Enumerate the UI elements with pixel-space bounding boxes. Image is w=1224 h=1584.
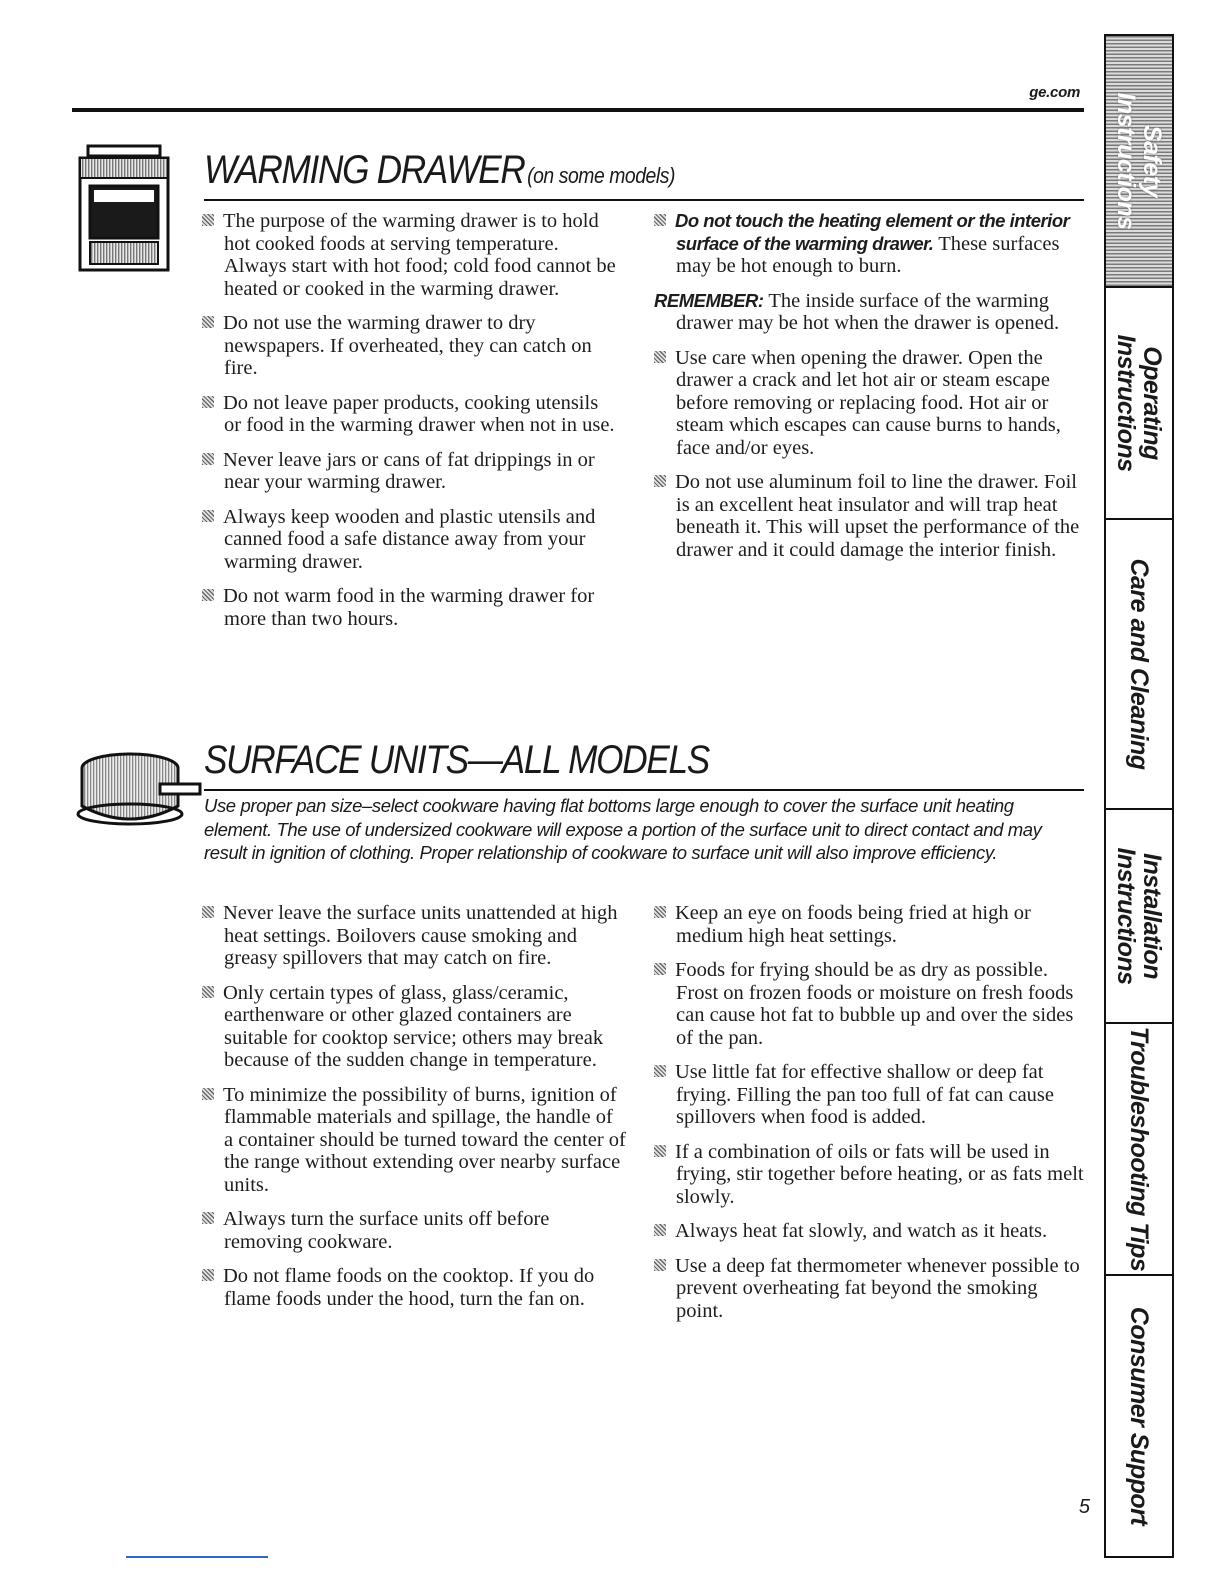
header-rule <box>72 108 1084 112</box>
list-item: Always heat fat slowly, and watch as it heats. <box>654 1220 1084 1243</box>
bullet-icon <box>654 1145 666 1157</box>
list-item: Never leave the surface units unattended at high heat settings. Boilovers cause smoking and greasy spillovers that may catch on fire. <box>202 902 626 970</box>
bullet-icon <box>202 453 214 465</box>
heating-element-warning: Do not touch the heating element or the interior surface of the warming drawer. <box>675 210 1070 254</box>
warming-drawer-right-column <box>654 210 1084 573</box>
bullet-icon <box>202 589 214 601</box>
warming-drawer-title-sub: (on some models) <box>527 163 676 188</box>
bullet-icon <box>202 986 214 998</box>
bottom-divider <box>126 1556 268 1558</box>
bullet-icon <box>202 1088 214 1100</box>
tab-troubleshooting-tips[interactable]: Troubleshooting Tips <box>1106 1024 1172 1276</box>
section-tabs-sidebar <box>1104 34 1174 1558</box>
bullet-icon <box>654 1224 666 1236</box>
surface-units-title: SURFACE UNITS—ALL MODELS <box>204 738 709 782</box>
list-item: Do not use aluminum foil to line the drawer. Foil is an excellent heat insulator and will trap heat beneath it. This will upset the performance of the drawer and it could damage the interior finish. <box>654 471 1084 561</box>
remember-label: REMEMBER: <box>654 289 764 311</box>
bullet-icon <box>202 396 214 408</box>
list-item: Use little fat for effective shallow or deep fat frying. Filling the pan too full of fat can cause spillovers when food is added. <box>654 1061 1084 1129</box>
list-item: Do not flame foods on the cooktop. If you do flame foods under the hood, turn the fan on. <box>202 1265 626 1310</box>
list-item: The purpose of the warming drawer is to hold hot cooked foods at serving temperature. Always start with hot food; cold food cannot be heated or cooked in the warming drawer. <box>202 210 618 300</box>
bullet-icon <box>654 1259 666 1271</box>
bullet-icon <box>202 316 214 328</box>
bullet-icon <box>654 906 666 918</box>
list-item: Keep an eye on foods being fried at high or medium high heat settings. <box>654 902 1084 947</box>
warming-drawer-title <box>204 148 675 193</box>
list-item: If a combination of oils or fats will be used in frying, stir together before heating, or as fats melt slowly. <box>654 1141 1084 1209</box>
bullet-icon <box>654 214 666 226</box>
range-oven-icon <box>76 144 172 274</box>
site-url: ge.com <box>1029 84 1080 101</box>
bullet-icon <box>202 214 214 226</box>
bullet-icon <box>654 351 666 363</box>
list-item: Only certain types of glass, glass/ceramic, earthenware or other glazed containers are suitable for cooktop service; others may break because of the sudden change in temperature. <box>202 982 626 1072</box>
bullet-icon <box>202 510 214 522</box>
list-item: Foods for frying should be as dry as possible. Frost on frozen foods or moisture on fresh foods can cause hot fat to bubble up and over the sides of the pan. <box>654 959 1084 1049</box>
list-item: Do not warm food in the warming drawer for more than two hours. <box>202 585 618 630</box>
surface-units-intro: Use proper pan size–select cookware having flat bottoms large enough to cover the surface unit heating element. The use of undersized cookware will expose a portion of the surface unit to direct contact and may result in ignition of clothing. Proper relationship of cookware to surface unit will also improve efficiency. <box>204 795 1042 863</box>
remember-note: REMEMBER: The inside surface of the warming drawer may be hot when the drawer is opened. <box>654 289 1060 334</box>
surface-units-rule <box>204 789 1084 791</box>
bullet-icon <box>654 1065 666 1077</box>
tab-safety-instructions[interactable]: Safety Instructions <box>1106 36 1172 288</box>
tab-installation-instructions[interactable]: Installation Instructions <box>1106 810 1172 1024</box>
warming-drawer-rule <box>204 199 1084 201</box>
list-item: Use care when opening the drawer. Open the drawer a crack and let hot air or steam escape before removing or replacing food. Hot air or steam which escapes can cause burns to hands, face and/or eyes. <box>654 347 1084 460</box>
list-item: To minimize the possibility of burns, ignition of flammable materials and spillage, the handle of a container should be turned toward the center of the range without extending over nearby surface units. <box>202 1084 626 1197</box>
surface-units-right-column <box>654 902 1084 1334</box>
bullet-icon <box>654 963 666 975</box>
list-item: Do not use the warming drawer to dry newspapers. If overheated, they can catch on fire. <box>202 312 618 380</box>
tab-operating-instructions[interactable]: Operating Instructions <box>1106 288 1172 520</box>
list-item: Always turn the surface units off before removing cookware. <box>202 1208 626 1253</box>
list-item: Do not touch the heating element or the interior surface of the warming drawer. These surfaces may be hot enough to burn. <box>654 210 1084 278</box>
list-item: Always keep wooden and plastic utensils and canned food a safe distance away from your warming drawer. <box>202 506 618 574</box>
list-item: Use a deep fat thermometer whenever possible to prevent overheating fat beyond the smoking point. <box>654 1255 1084 1323</box>
warming-drawer-title-main: WARMING DRAWER <box>204 148 525 192</box>
bullet-icon <box>202 1212 214 1224</box>
pot-icon <box>72 744 204 840</box>
page-number: 5 <box>1078 1496 1090 1518</box>
bullet-icon <box>654 475 666 487</box>
warming-drawer-left-column <box>202 210 618 642</box>
tab-consumer-support[interactable]: Consumer Support <box>1125 1306 1153 1526</box>
tab-care-and-cleaning[interactable]: Care and Cleaning <box>1106 520 1172 810</box>
list-item: Do not leave paper products, cooking utensils or food in the warming drawer when not in use. <box>202 392 618 437</box>
list-item: Never leave jars or cans of fat drippings in or near your warming drawer. <box>202 449 618 494</box>
bullet-icon <box>202 1269 214 1281</box>
bullet-icon <box>202 906 214 918</box>
surface-units-left-column <box>202 902 626 1322</box>
